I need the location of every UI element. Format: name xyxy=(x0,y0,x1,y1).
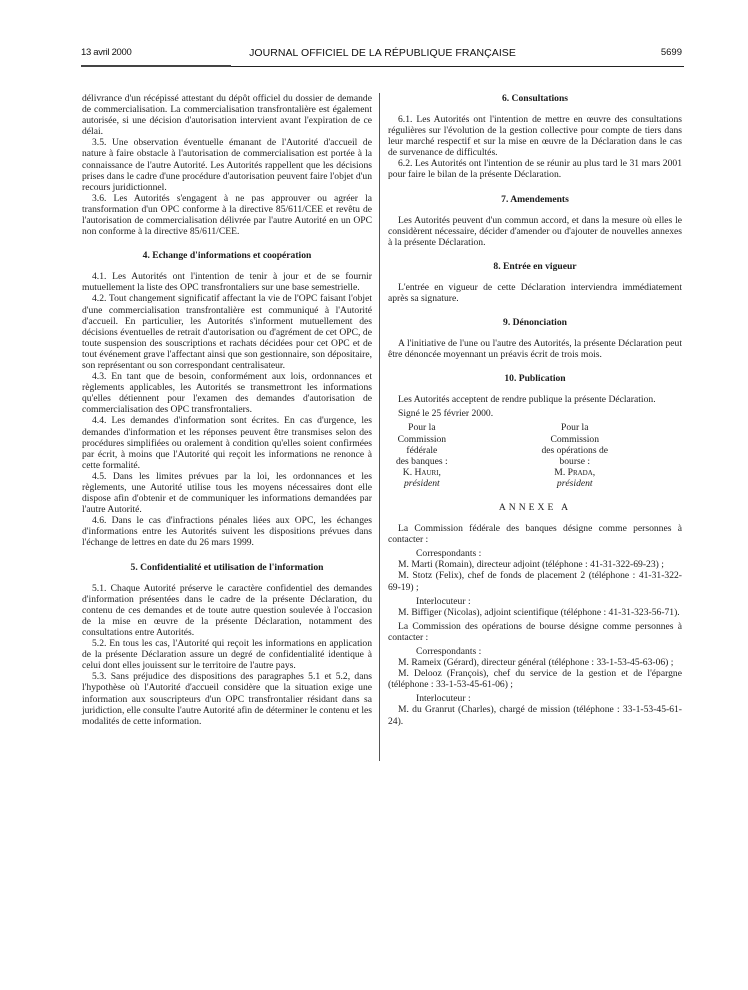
annex-cob-correspondants-label: Correspondants : xyxy=(416,646,482,657)
paragraph-3-5: 3.5. Une observation éventuelle émanant de l'Autorité d'accueil de nature à faire obstacle à l'autorisation de commercialisation est portée à la connaissance de l'autre Autorité. Les Autorités rappellent que les décisions prises dans le cadre d'une procédure d'autorisation peuvent faire l'objet d'un recours juridictionnel. xyxy=(82,137,372,193)
signature-block xyxy=(388,422,682,489)
paragraph-5-3: 5.3. Sans préjudice des dispositions des paragraphes 5.1 et 5.2, dans l'hypothèse où l'Autorité d'accueil considère que la situation exige une information aux souscripteurs d'un OPC transfrontalier résidant dans sa juridiction, elle consulte l'autre Autorité afin de déterminer le contenu et les modalités de cette information. xyxy=(82,671,372,727)
section-9-heading: 9. Dénonciation xyxy=(503,317,567,329)
right-column xyxy=(388,93,682,727)
section-4-heading: 4. Echange d'informations et coopération xyxy=(142,250,312,262)
page-header xyxy=(81,47,684,61)
contact-entry: M. Rameix (Gérard), directeur général (téléphone : 33-1-53-45-63-06) ; xyxy=(398,657,674,669)
section-8-body: L'entrée en vigueur de cette Déclaration interviendra immédiatement après sa signature. xyxy=(388,281,682,304)
contact-entry: M. Delooz (François), chef du service de la gestion et de l'épargne (téléphone : 33-1-53-45-61-06) ; xyxy=(388,668,682,691)
journal-title: JOURNAL OFFICIEL DE LA RÉPUBLIQUE FRANÇAISE xyxy=(249,47,516,59)
paragraph-3-6: 3.6. Les Autorités s'engagent à ne pas approuver ou agréer la transformation d'un OPC conforme à la directive 85/611/CEE et revêtu de l'autorisation de commercialisation délivrée par l'autre Autorité en un OPC non conforme à la directive 85/611/CEE. xyxy=(82,192,372,238)
contact-entry: M. Marti (Romain), directeur adjoint (téléphone : 41-31-322-69-23) ; xyxy=(398,559,664,571)
paragraph-4-3: 4.3. En tant que de besoin, conformément aux lois, ordonnances et règlements applicables, les Autorités se transmettront les informations qu'elles détiennent pour l'examen des demandes d'autorisation de commercialisation des OPC transfrontaliers. xyxy=(82,371,372,416)
paragraph-continuation: délivrance d'un récépissé attestant du dépôt officiel du dossier de demande de commercialisation. La commercialisation transfrontalière est également autorisée, si une décision d'autorisation intervient avant l'expiration de ce délai. xyxy=(82,93,372,138)
paragraph-4-2: 4.2. Tout changement significatif affectant la vie de l'OPC faisant l'objet d'une commercialisation transfrontalière est communiqué à l'Autorité d'accueil. En particulier, les Autorités s'informent mutuellement des décisions éventuelles de retrait d'autorisation ou d'agrément de cet OPC, de toute suspension des souscriptions et rachats décidées pour cet OPC et de tout événement grave l'affectant ainsi que son gestionnaire, son dépositaire, son représentant ou son correspondant centralisateur. xyxy=(82,293,372,371)
section-5-heading: 5. Confidentialité et utilisation de l'information xyxy=(130,561,324,573)
section-9-body: A l'initiative de l'une ou l'autre des Autorités, la présente Déclaration peut être dénoncée moyennant un préavis écrit de trois mois. xyxy=(388,338,682,361)
paragraph-6-2: 6.2. Les Autorités ont l'intention de se réunir au plus tard le 31 mars 2001 pour faire le bilan de la présente Déclaration. xyxy=(388,158,682,181)
signature-date: Signé le 25 février 2000. xyxy=(398,408,494,420)
annex-cfb-intro: La Commission fédérale des banques désigne comme personnes à contacter : xyxy=(388,523,682,546)
contact-entry: M. Biffiger (Nicolas), adjoint scientifique (téléphone : 41-31-323-56-71). xyxy=(398,606,680,618)
section-6-heading: 6. Consultations xyxy=(501,93,569,104)
signatory-line2: des opérations de bourse : xyxy=(541,444,609,467)
annex-cfb-correspondants-label: Correspondants : xyxy=(416,548,482,560)
section-7-body: Les Autorités peuvent d'un commun accord, et dans la mesure où elles le considèrent nécessaire, décider d'amender ou d'ajouter de nouvelles annexes à la présente Déclaration. xyxy=(388,214,682,248)
signatory-name: M. Prada, xyxy=(554,466,596,478)
signatory-name: K. Hauri, xyxy=(402,466,441,478)
paragraph-6-1: 6.1. Les Autorités ont l'intention de mettre en œuvre des consultations régulières sur l'évolution de la gestion collective pour compte de tiers dans leur marché respectif et sur la mise en œuvre de la Déclaration dans le cas de survenance de difficultés. xyxy=(388,114,682,159)
contact-entry: M. du Granrut (Charles), chargé de mission (téléphone : 33-1-53-45-61-24). xyxy=(388,704,682,727)
header-rule-accent xyxy=(81,65,231,67)
signatory-title: président xyxy=(404,477,440,489)
section-10-heading: 10. Publication xyxy=(504,373,566,385)
annex-heading: ANNEXE A xyxy=(498,501,572,513)
signatory-line1: Pour la Commission fédérale xyxy=(397,422,447,456)
paragraph-5-2: 5.2. En tous les cas, l'Autorité qui reçoit les informations en application de la présente Déclaration assure un degré de confidentialité identique à celui dont elles jouissent sur le territoire de l'autre pays. xyxy=(82,638,372,672)
paragraph-4-5: 4.5. Dans les limites prévues par la loi, les ordonnances et les règlements, une Autorité utilise tous les moyens nécessaires dont elle dispose afin d'obtenir et de communiquer les informations demandées par l'autre Autorité. xyxy=(82,470,372,516)
paragraph-4-6: 4.6. Dans le cas d'infractions pénales liées aux OPC, les échanges d'informations entre les Autorités suivent les dispositions prévues dans l'échange de lettres en date du 26 mars 1999. xyxy=(82,515,372,549)
paragraph-4-4: 4.4. Les demandes d'information sont écrites. En cas d'urgence, les demandes d'information et les réponses peuvent être transmises selon des procédures simplifiées ou oralement à condition qu'elles soient confirmées par écrit, à moins que l'Autorité qui reçoit les informations ne renonce à cette formalité. xyxy=(82,415,372,471)
signatory-cfb xyxy=(388,422,529,489)
section-8-heading: 8. Entrée en vigueur xyxy=(493,260,577,272)
left-column xyxy=(82,93,372,727)
section-10-body: Les Autorités acceptent de rendre publique la présente Déclaration. xyxy=(398,394,656,406)
annex-cob-interlocuteur-label: Interlocuteur : xyxy=(416,693,471,705)
column-divider xyxy=(379,93,380,761)
annex-cob-intro: La Commission des opérations de bourse désigne comme personnes à contacter : xyxy=(388,620,682,643)
signatory-cob xyxy=(541,422,682,489)
header-date: 13 avril 2000 xyxy=(81,47,132,58)
section-7-heading: 7. Amendements xyxy=(501,193,569,205)
paragraph-5-1: 5.1. Chaque Autorité préserve le caractère confidentiel des demandes d'information présentées dans le cadre de la présente Déclaration, du contenu de ces demandes et de toute autre question soulevée à l'occasion de la mise en œuvre de la présente Déclaration, notamment des consultations entre Autorités. xyxy=(82,582,372,638)
paragraph-4-1: 4.1. Les Autorités ont l'intention de tenir à jour et de se fournir mutuellement la liste des OPC transfrontaliers sur une base semestrielle. xyxy=(82,271,372,294)
signatory-line2: des banques : xyxy=(396,455,448,467)
annex-cfb-interlocuteur-label: Interlocuteur : xyxy=(416,595,471,607)
contact-entry: M. Stotz (Felix), chef de fonds de placement 2 (téléphone : 41-31-322-69-19) ; xyxy=(388,570,682,593)
signatory-line1: Pour la Commission xyxy=(550,422,599,445)
page-number: 5699 xyxy=(660,47,682,58)
signatory-title: président xyxy=(556,477,593,489)
